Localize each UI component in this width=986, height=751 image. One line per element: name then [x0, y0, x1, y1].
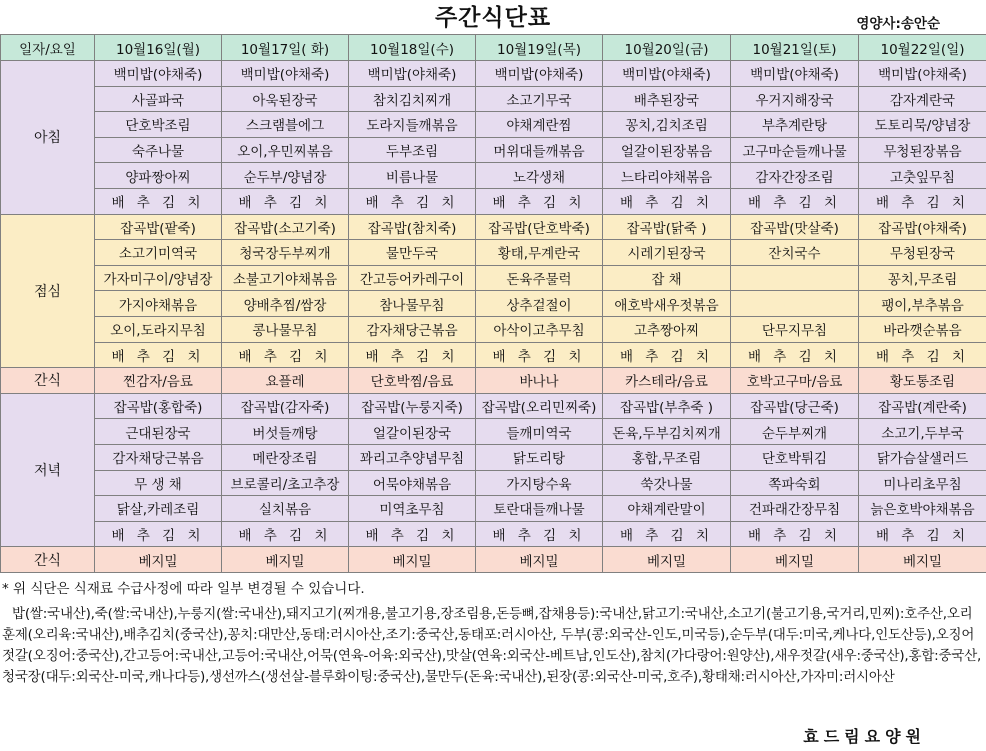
menu-cell: 간고등어카레구이: [349, 265, 476, 291]
menu-cell: 배 추 김 치: [95, 342, 222, 368]
menu-cell: 배 추 김 치: [349, 342, 476, 368]
lunch-row: [1, 316, 986, 342]
menu-cell: 들깨미역국: [476, 419, 603, 445]
day-header: 10월22일(일): [859, 35, 986, 61]
menu-cell: 배 추 김 치: [222, 188, 349, 214]
menu-cell: 단호박찜/음료: [349, 368, 476, 394]
menu-cell: 잡곡밥(소고기죽): [222, 214, 349, 240]
menu-cell: 소고기,두부국: [859, 419, 986, 445]
day-header: 10월19일(목): [476, 35, 603, 61]
menu-cell: 소고기무국: [476, 86, 603, 112]
menu-cell: 감자계란국: [859, 86, 986, 112]
menu-cell: 베지밀: [349, 547, 476, 573]
menu-cell: 쪽파숙회: [731, 470, 859, 496]
menu-cell: 토란대들깨나물: [476, 496, 603, 522]
menu-cell: 비름나물: [349, 163, 476, 189]
menu-cell: 메란장조림: [222, 444, 349, 470]
menu-cell: 버섯들깨탕: [222, 419, 349, 445]
menu-cell: 찐감자/음료: [95, 368, 222, 394]
menu-cell: 백미밥(야채죽): [349, 61, 476, 87]
menu-cell: 콩나물무침: [222, 316, 349, 342]
menu-cell: 단무지무침: [731, 316, 859, 342]
menu-cell: 홍합,무조림: [603, 444, 731, 470]
menu-cell: 잔치국수: [731, 240, 859, 266]
menu-cell: 배 추 김 치: [349, 521, 476, 547]
menu-cell: 늙은호박야채볶음: [859, 496, 986, 522]
menu-cell: 도토리묵/양념장: [859, 112, 986, 138]
menu-cell: 백미밥(야채죽): [731, 61, 859, 87]
menu-cell: 바나나: [476, 368, 603, 394]
page-title: 주간식단표: [434, 5, 552, 31]
breakfast-row: [1, 61, 986, 87]
menu-cell: 배 추 김 치: [476, 188, 603, 214]
menu-cell: 어묵야채볶음: [349, 470, 476, 496]
change-notice: * 위 식단은 식재료 수급사정에 따라 일부 변경될 수 있습니다.: [2, 581, 365, 597]
header-row: [1, 35, 986, 61]
menu-cell: 감자채당근볶음: [349, 316, 476, 342]
menu-cell: 잡곡밥(홍합죽): [95, 393, 222, 419]
menu-cell: 얼갈이된장국: [349, 419, 476, 445]
menu-cell: 사골파국: [95, 86, 222, 112]
menu-cell: 돈육주물럭: [476, 265, 603, 291]
menu-cell: 야채계란말이: [603, 496, 731, 522]
day-header: 10월20일(금): [603, 35, 731, 61]
menu-cell: 얼갈이된장볶음: [603, 137, 731, 163]
menu-cell: 가자미구이/양념장: [95, 265, 222, 291]
facility-name: 효드림요양원: [803, 727, 926, 746]
menu-cell: 닭가슴살샐러드: [859, 444, 986, 470]
header-corner: 일자/요일: [1, 35, 95, 61]
menu-cell: 실치볶음: [222, 496, 349, 522]
menu-cell: 백미밥(야채죽): [95, 61, 222, 87]
menu-cell: 우거지해장국: [731, 86, 859, 112]
menu-cell: 참나물무침: [349, 291, 476, 317]
menu-cell: 배 추 김 치: [731, 342, 859, 368]
menu-cell: 무청된장볶음: [859, 137, 986, 163]
breakfast-row: [1, 112, 986, 138]
menu-cell: 베지밀: [95, 547, 222, 573]
meal-label-snack2: 간식: [1, 547, 95, 573]
menu-cell: 배 추 김 치: [476, 521, 603, 547]
menu-cell: 배 추 김 치: [603, 188, 731, 214]
dinner-row: [1, 521, 986, 547]
menu-cell: 잡곡밥(팥죽): [95, 214, 222, 240]
breakfast-row: [1, 86, 986, 112]
day-header: 10월17일( 화): [222, 35, 349, 61]
lunch-row: [1, 291, 986, 317]
menu-cell: 청국장두부찌개: [222, 240, 349, 266]
menu-cell: 잡곡밥(맛살죽): [731, 214, 859, 240]
menu-cell: 머위대들깨볶음: [476, 137, 603, 163]
menu-cell: 황도통조림: [859, 368, 986, 394]
menu-cell: 배 추 김 치: [603, 342, 731, 368]
menu-cell: 야채계란찜: [476, 112, 603, 138]
lunch-row: [1, 240, 986, 266]
menu-cell: 고구마순들깨나물: [731, 137, 859, 163]
meal-label-dinner: 저녁: [1, 393, 95, 547]
menu-cell: 베지밀: [476, 547, 603, 573]
snack1-row: [1, 368, 986, 394]
menu-cell: 꽁치,무조림: [859, 265, 986, 291]
menu-cell: 단호박조림: [95, 112, 222, 138]
lunch-row: [1, 214, 986, 240]
menu-cell: 배 추 김 치: [603, 521, 731, 547]
menu-cell: 베지밀: [222, 547, 349, 573]
menu-cell: 아삭이고추무침: [476, 316, 603, 342]
menu-cell: 양배추찜/쌈장: [222, 291, 349, 317]
day-header: 10월21일(토): [731, 35, 859, 61]
menu-cell: 감자간장조림: [731, 163, 859, 189]
menu-cell: 황태,무계란국: [476, 240, 603, 266]
meal-label-breakfast: 아침: [1, 61, 95, 215]
menu-cell: 배 추 김 치: [859, 521, 986, 547]
menu-cell: 근대된장국: [95, 419, 222, 445]
day-header: 10월16일(월): [95, 35, 222, 61]
dinner-row: [1, 496, 986, 522]
menu-cell: 호박고구마/음료: [731, 368, 859, 394]
menu-cell: 순두부찌개: [731, 419, 859, 445]
menu-cell: 건파래간장무침: [731, 496, 859, 522]
menu-cell: 잡곡밥(누룽지죽): [349, 393, 476, 419]
snack2-row: [1, 547, 986, 573]
dinner-row: [1, 444, 986, 470]
menu-cell: 단호박튀김: [731, 444, 859, 470]
menu-cell: 잡곡밥(야채죽): [859, 214, 986, 240]
menu-cell: [731, 265, 859, 291]
menu-cell: 아욱된장국: [222, 86, 349, 112]
menu-cell: 애호박새우젓볶음: [603, 291, 731, 317]
origin-info: 밥(쌀:국내산),죽(쌀:국내산),누룽지(쌀:국내산),돼지고기(찌개용,불고기용,장조림용,돈등뼈,잡채용등):국내산,닭고기:국내산,소고기(불고기용,국거리,민찌):호주산,오리훈제(오리육:국내산),배추김치(중국산),꽁치:대만산,동태:러시아산,조기:중국산,동태포:러시아산, 두부(콩:외국산-인도,미국등),순두부(대두:미국,케나다,인도산등),오징어젓갈(오징어:중국산),간고등어:국내산,고등어:국내산,어묵(연육-어육:외국산),맛살(연육:외국산-베트남,인도산),참치(가다랑어:원양산),새우젓갈(새우:중국산),홍합:중국산,청국장(대두:외국산-미국,캐나다등),생선까스(생선살-블루화이팅:중국산),물만두(돈육:국내산),된장(콩:외국산-미국,호주),황태채:러시아산,가자미:러시아산: [2, 606, 982, 685]
menu-cell: 시레기된장국: [603, 240, 731, 266]
menu-cell: 노각생채: [476, 163, 603, 189]
dinner-row: [1, 393, 986, 419]
menu-cell: 닭도리탕: [476, 444, 603, 470]
lunch-row: [1, 265, 986, 291]
menu-cell: 잡 채: [603, 265, 731, 291]
menu-cell: 브로콜리/초고추장: [222, 470, 349, 496]
menu-cell: 감자채당근볶음: [95, 444, 222, 470]
menu-cell: 잡곡밥(단호박죽): [476, 214, 603, 240]
menu-cell: 가지탕수육: [476, 470, 603, 496]
menu-cell: 배 추 김 치: [222, 342, 349, 368]
menu-cell: 배 추 김 치: [95, 188, 222, 214]
menu-cell: 무 생 채: [95, 470, 222, 496]
menu-cell: 고추짱아찌: [603, 316, 731, 342]
meal-label-lunch: 점심: [1, 214, 95, 368]
menu-cell: 바라깻순볶음: [859, 316, 986, 342]
menu-cell: 꽈리고추양념무침: [349, 444, 476, 470]
menu-cell: [731, 291, 859, 317]
menu-cell: 배 추 김 치: [95, 521, 222, 547]
menu-cell: 잡곡밥(계란죽): [859, 393, 986, 419]
menu-cell: 베지밀: [603, 547, 731, 573]
menu-cell: 요플레: [222, 368, 349, 394]
meal-label-snack1: 간식: [1, 368, 95, 394]
menu-cell: 오이,도라지무침: [95, 316, 222, 342]
dietitian-name: 영양사:송안순: [856, 16, 940, 32]
menu-cell: 상추겉절이: [476, 291, 603, 317]
menu-cell: 미나리초무침: [859, 470, 986, 496]
menu-cell: 잡곡밥(감자죽): [222, 393, 349, 419]
dinner-row: [1, 419, 986, 445]
breakfast-row: [1, 163, 986, 189]
menu-cell: 백미밥(야채죽): [603, 61, 731, 87]
breakfast-row: [1, 188, 986, 214]
menu-cell: 고춧잎무침: [859, 163, 986, 189]
menu-cell: 배 추 김 치: [731, 188, 859, 214]
menu-cell: 배 추 김 치: [222, 521, 349, 547]
menu-cell: 무청된장국: [859, 240, 986, 266]
menu-cell: 미역초무침: [349, 496, 476, 522]
menu-cell: 팽이,부추볶음: [859, 291, 986, 317]
menu-cell: 배추된장국: [603, 86, 731, 112]
menu-cell: 쑥갓나물: [603, 470, 731, 496]
menu-cell: 소고기미역국: [95, 240, 222, 266]
menu-cell: 백미밥(야채죽): [859, 61, 986, 87]
menu-cell: 배 추 김 치: [859, 188, 986, 214]
menu-cell: 돈육,두부김치찌개: [603, 419, 731, 445]
menu-cell: 배 추 김 치: [476, 342, 603, 368]
menu-cell: 물만두국: [349, 240, 476, 266]
menu-cell: 도라지들깨볶음: [349, 112, 476, 138]
menu-cell: 두부조림: [349, 137, 476, 163]
menu-cell: 배 추 김 치: [349, 188, 476, 214]
menu-cell: 잡곡밥(오리민찌죽): [476, 393, 603, 419]
menu-cell: 백미밥(야채죽): [222, 61, 349, 87]
menu-cell: 양파짱아찌: [95, 163, 222, 189]
menu-cell: 잡곡밥(참치죽): [349, 214, 476, 240]
menu-cell: 가지야채볶음: [95, 291, 222, 317]
menu-cell: 베지밀: [731, 547, 859, 573]
menu-cell: 카스테라/음료: [603, 368, 731, 394]
dinner-row: [1, 470, 986, 496]
menu-cell: 부추계란탕: [731, 112, 859, 138]
menu-cell: 잡곡밥(닭죽 ): [603, 214, 731, 240]
menu-cell: 순두부/양념장: [222, 163, 349, 189]
breakfast-row: [1, 137, 986, 163]
weekly-menu-table: [0, 34, 986, 573]
menu-cell: 잡곡밥(당근죽): [731, 393, 859, 419]
day-header: 10월18일(수): [349, 35, 476, 61]
menu-cell: 소불고기야채볶음: [222, 265, 349, 291]
menu-cell: 닭살,카레조림: [95, 496, 222, 522]
menu-cell: 배 추 김 치: [731, 521, 859, 547]
menu-cell: 잡곡밥(부추죽 ): [603, 393, 731, 419]
menu-cell: 배 추 김 치: [859, 342, 986, 368]
menu-cell: 베지밀: [859, 547, 986, 573]
menu-cell: 꽁치,김치조림: [603, 112, 731, 138]
menu-cell: 숙주나물: [95, 137, 222, 163]
menu-cell: 느타리야채볶음: [603, 163, 731, 189]
menu-cell: 참치김치찌개: [349, 86, 476, 112]
menu-cell: 오이,우민찌볶음: [222, 137, 349, 163]
menu-cell: 스크램블에그: [222, 112, 349, 138]
menu-cell: 백미밥(야채죽): [476, 61, 603, 87]
lunch-row: [1, 342, 986, 368]
